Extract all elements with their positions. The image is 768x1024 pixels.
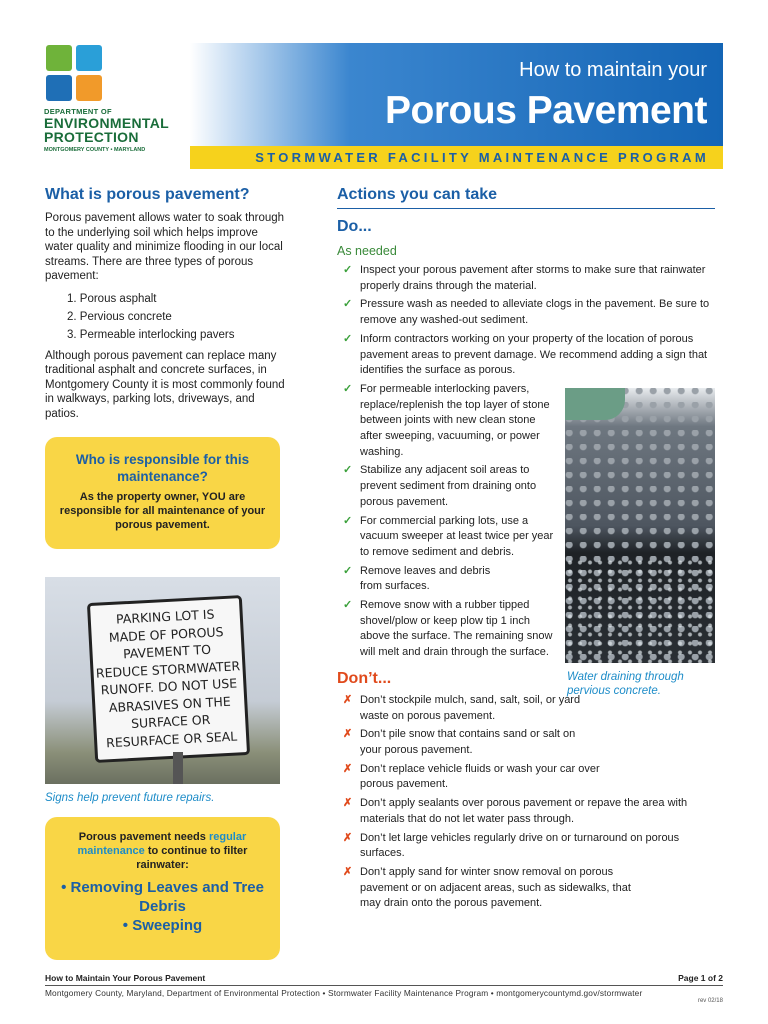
- x-icon: ✗: [343, 693, 353, 706]
- header-title: Porous Pavement: [385, 89, 707, 132]
- do-item: [337, 514, 557, 561]
- check-icon: ✓: [343, 264, 353, 276]
- dont-item: [337, 796, 715, 827]
- do-item-text: Remove snow with a rubber tipped shovel/plow or keep plow tip 1 inch above the surface. The remaining snow will melt and drain through the surface.: [360, 599, 553, 659]
- regular-highlight: regular maintenance: [77, 831, 247, 857]
- type-item: 2. Pervious concrete: [67, 310, 172, 323]
- type-item: 3. Permeable interlocking pavers: [67, 328, 235, 341]
- check-icon: ✓: [343, 332, 353, 345]
- left-column: [45, 186, 285, 421]
- do-item-text: Inspect your porous pavement after storms to make sure that rainwater properly drains through the material.: [360, 264, 706, 292]
- footer-credits: Montgomery County, Maryland, Department of Environmental Protection • Stormwater Facility Maintenance Program • montgomerycountymd.gov/stormwater: [45, 988, 643, 998]
- sign-post: [173, 752, 183, 784]
- recycle-icon: [76, 45, 102, 71]
- footer-row: [45, 973, 723, 986]
- dont-item-text: Don’t let large vehicles regularly drive on or turnaround on porous surfaces.: [360, 831, 680, 860]
- x-icon: ✗: [343, 728, 353, 741]
- x-icon: ✗: [343, 865, 353, 878]
- sign-line: RESURFACE OR SEAL: [105, 727, 238, 750]
- dont-item: [337, 727, 592, 758]
- do-item: [337, 382, 557, 461]
- dont-item-text: Don’t replace vehicle fluids or wash your car over porous pavement.: [360, 762, 600, 791]
- check-icon: ✓: [343, 514, 353, 527]
- check-icon: ✓: [343, 298, 353, 311]
- do-item-text: Inform contractors working on your property of the location of porous pavement areas to prevent damage. We recommend adding a sign that identifies the surface as porous.: [360, 332, 708, 377]
- do-item-text: For commercial parking lots, use a vacuum sweeper at least twice per year to remove sediment and debris.: [360, 514, 554, 558]
- logo-env-line1: ENVIRONMENTAL: [44, 115, 169, 131]
- sign-line: RUNOFF. DO NOT USE: [100, 675, 238, 698]
- responsible-body: As the property owner, YOU are responsible for all maintenance of your porous pavement.: [59, 491, 266, 531]
- check-icon: ✓: [343, 564, 353, 577]
- types-list: [67, 290, 285, 344]
- dont-item-text: Don’t apply sealants over porous pavement or repave the area with materials that do not let water pass through.: [360, 797, 688, 825]
- type-item: 1. Porous asphalt: [67, 292, 157, 305]
- sign-line: PAVEMENT TO: [122, 641, 212, 662]
- dont-item-text: Don’t stockpile mulch, sand, salt, soil, or yard waste on porous pavement.: [360, 693, 581, 722]
- responsible-callout: [45, 437, 280, 549]
- logo-icons: [46, 45, 184, 101]
- tree-icon: [46, 45, 72, 71]
- dont-item: [337, 865, 637, 912]
- dont-list: [337, 693, 715, 912]
- sign-line: REDUCE STORMWATER: [95, 657, 241, 681]
- sign-line: SURFACE OR: [130, 711, 211, 732]
- regular-item: • Sweeping: [122, 917, 203, 934]
- do-item-text: Pressure wash as needed to alleviate clogs in the pavement. Be sure to remove any washed-out sediment.: [360, 298, 710, 327]
- actions-heading: Actions you can take: [337, 186, 715, 209]
- do-heading: Do...: [337, 218, 372, 235]
- logo-env-line2: PROTECTION: [44, 129, 139, 145]
- parking-sign: [87, 595, 250, 763]
- intro-paragraph: Porous pavement allows water to soak through to the underlying soil which helps improve water quality and minimize flooding in our local streams. There are three types of porous pavement:: [45, 212, 285, 282]
- check-icon: ✓: [343, 464, 353, 477]
- regular-item: • Removing Leaves and Tree Debris: [61, 879, 264, 915]
- water-drops: [565, 558, 715, 663]
- revision-date: rev 02/18: [697, 998, 723, 1004]
- regular-text: [57, 830, 268, 872]
- sign-caption: Signs help prevent future repairs.: [45, 792, 215, 804]
- do-item: [337, 564, 502, 595]
- sign-photo: [45, 577, 280, 784]
- as-needed-subheading: As needed: [337, 244, 397, 258]
- outro-paragraph: Although porous pavement can replace many traditional asphalt and concrete surfaces, in Montgomery County it is most commonly found in walkways, parking lots, driveways, and patios.: [45, 349, 285, 420]
- do-item: [337, 263, 715, 294]
- x-icon: ✗: [343, 831, 353, 844]
- logo-dept-line: DEPARTMENT OF: [44, 107, 112, 116]
- regular-text-a: Porous pavement needs: [78, 831, 209, 843]
- concrete-caption: Water draining through pervious concrete.: [567, 671, 684, 697]
- dont-item: [337, 762, 602, 793]
- sign-line: PARKING LOT IS: [115, 606, 215, 627]
- watering-can: [565, 388, 625, 420]
- do-item: [337, 297, 715, 328]
- x-icon: ✗: [343, 797, 353, 810]
- regular-maintenance-callout: [45, 817, 280, 960]
- do-item-text: Remove leaves and debris from surfaces.: [360, 564, 491, 593]
- dont-item-text: Don’t pile snow that contains sand or salt on your porous pavement.: [360, 728, 576, 756]
- footer-doc-title: How to Maintain Your Porous Pavement: [45, 973, 206, 983]
- do-item: [337, 332, 715, 379]
- responsible-title: Who is responsible for this maintenance?: [75, 452, 250, 484]
- do-item-text: For permeable interlocking pavers, replace/replenish the top layer of stone between joints with new clean stone after sweeping, vacuuming, or power washing.: [360, 382, 550, 458]
- building-icon: [76, 75, 102, 101]
- dont-item: [337, 831, 707, 862]
- page-footer: [45, 973, 723, 1004]
- pervious-concrete-photo: [565, 388, 715, 663]
- regular-text-b: to continue to filter rainwater:: [136, 845, 248, 871]
- sign-line: MADE OF POROUS: [108, 623, 224, 645]
- what-is-heading: What is porous pavement?: [45, 186, 250, 203]
- do-item: [337, 598, 557, 661]
- check-icon: ✓: [343, 599, 353, 612]
- program-banner: STORMWATER FACILITY MAINTENANCE PROGRAM: [190, 146, 723, 169]
- do-item: [337, 463, 557, 510]
- do-item-text: Stabilize any adjacent soil areas to prevent sediment from draining onto porous pavement.: [360, 464, 537, 508]
- sign-line: ABRASIVES ON THE: [108, 693, 232, 715]
- water-icon: [46, 75, 72, 101]
- dont-item-text: Don’t apply sand for winter snow removal on porous pavement or on adjacent areas, such as sidewalks, that may drain onto the porous pavement.: [360, 865, 631, 910]
- x-icon: ✗: [343, 762, 353, 775]
- check-icon: ✓: [343, 382, 353, 395]
- dont-heading: Don’t...: [337, 669, 392, 687]
- dep-logo: [44, 45, 184, 153]
- header-subtitle: How to maintain your: [519, 59, 707, 81]
- page-number: Page 1 of 2: [678, 973, 723, 983]
- header-banner: [190, 43, 723, 146]
- logo-county-line: MONTGOMERY COUNTY • MARYLAND: [44, 147, 146, 153]
